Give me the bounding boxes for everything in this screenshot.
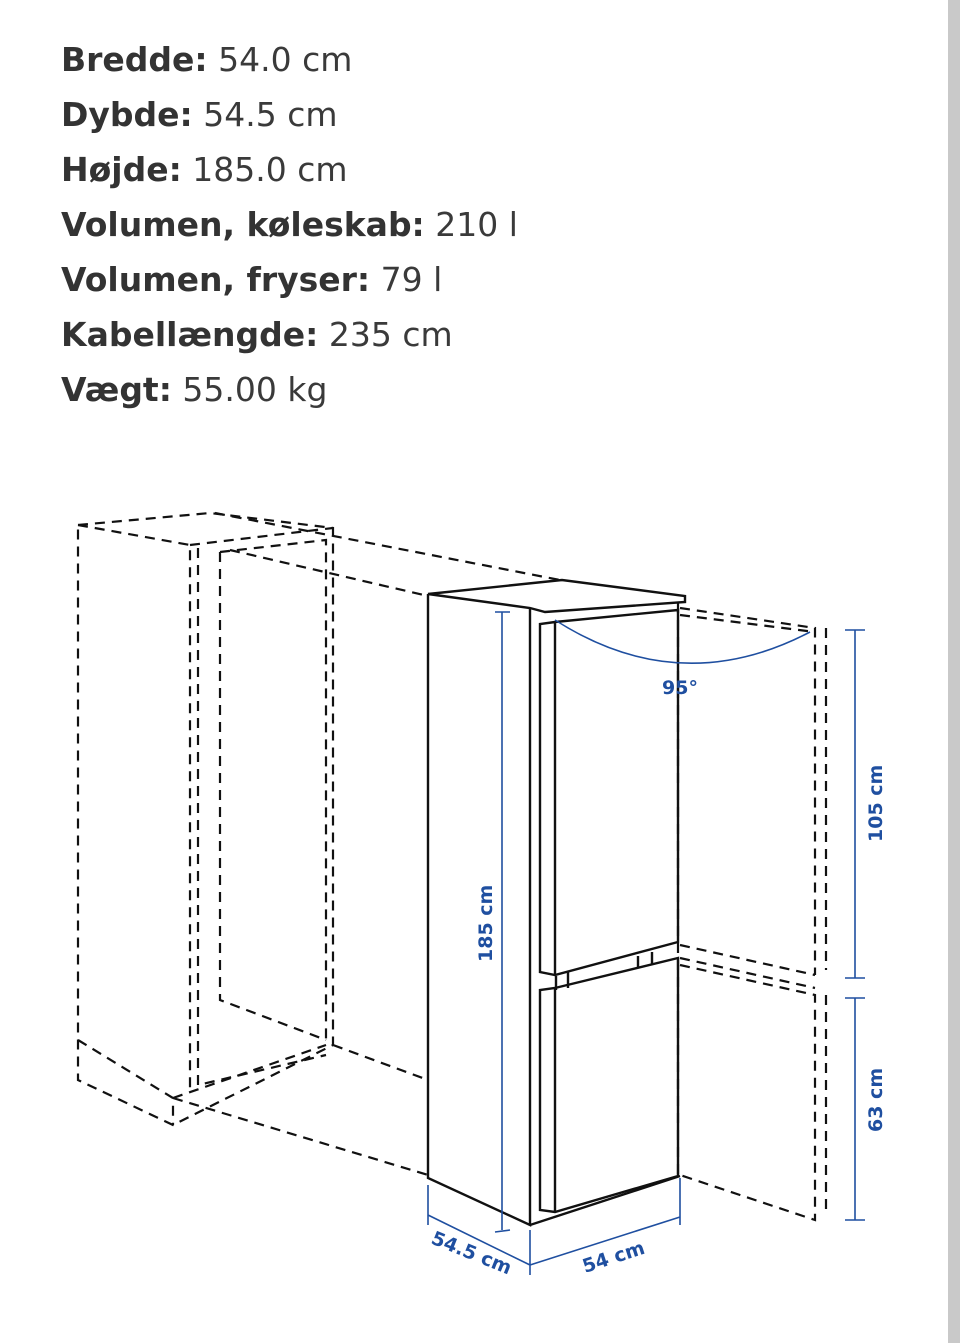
lower-door-label: 63 cm bbox=[865, 1067, 887, 1132]
spec-label: Bredde: bbox=[61, 40, 208, 79]
height-label: 185 cm bbox=[475, 884, 497, 962]
spec-label: Volumen, køleskab: bbox=[61, 205, 425, 244]
cabinet-outline bbox=[78, 513, 560, 1175]
spec-value: 55.00 kg bbox=[171, 370, 328, 409]
upper-door-label: 105 cm bbox=[865, 764, 887, 842]
scrollbar[interactable] bbox=[948, 0, 960, 1343]
width-label: 54 cm bbox=[579, 1237, 648, 1278]
door-swing-outline bbox=[678, 603, 826, 1220]
depth-label: 54.5 cm bbox=[428, 1227, 515, 1280]
spec-label: Kabellængde: bbox=[61, 315, 319, 354]
spec-label: Volumen, fryser: bbox=[61, 260, 371, 299]
spec-label: Højde: bbox=[61, 150, 182, 189]
spec-value: 54.0 cm bbox=[207, 40, 353, 79]
spec-value: 235 cm bbox=[318, 315, 453, 354]
spec-value: 210 l bbox=[424, 205, 518, 244]
spec-value: 185.0 cm bbox=[181, 150, 348, 189]
spec-value: 79 l bbox=[370, 260, 443, 299]
spec-value: 54.5 cm bbox=[192, 95, 338, 134]
spec-label: Vægt: bbox=[61, 370, 172, 409]
door-angle-label: 95° bbox=[662, 677, 698, 699]
fridge-body bbox=[428, 580, 685, 1225]
spec-label: Dybde: bbox=[61, 95, 193, 134]
